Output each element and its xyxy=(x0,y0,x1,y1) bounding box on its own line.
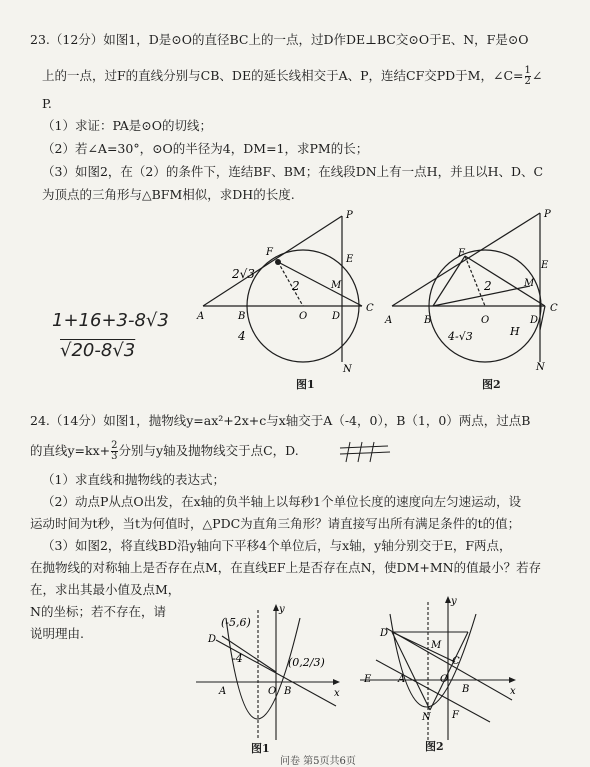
fig1-label-B: B xyxy=(238,311,246,322)
q23-sub3: （3）如图2，在（2）的条件下，连结BF、BM；在线段DN上有一点H，并且以H、D、C xyxy=(42,164,544,179)
q24f2-label-C: C xyxy=(452,656,460,667)
fig2-hand-2: 2 xyxy=(484,279,492,293)
q24-line2-rest: 分别与y轴及抛物线交于点C，D. xyxy=(118,443,299,458)
fig1-label-A: A xyxy=(197,311,205,322)
fig1-label-N: N xyxy=(343,364,352,375)
q24f1-label-B: B xyxy=(284,686,292,697)
q24-sub3b: 在抛物线的对称轴上是否存在点M，在直线EF上是否存在点N，使DM+MN的值最小？若存 xyxy=(30,560,542,575)
q23-line2-text: 上的一点，过F的直线分别与CB、DE的延长线相交于A、P，连结CF交PD于M，∠C= xyxy=(42,68,524,83)
fig2-label-A: A xyxy=(385,315,393,326)
q24-sub3e: 说明理由. xyxy=(30,626,84,641)
q24f1-hand-d-coord: (-5,6) xyxy=(221,616,251,629)
q24-frac-num: 2 xyxy=(111,440,118,451)
q24f2-label-A: A xyxy=(398,674,406,685)
fig1-hand-4: 4 xyxy=(238,329,246,343)
q24f2-label-E: E xyxy=(364,674,372,685)
fig2-label-M: M xyxy=(524,278,535,289)
fig2-label-P: P xyxy=(544,209,551,220)
q24f2-label-M: M xyxy=(431,640,442,651)
fig1-label-P: P xyxy=(346,210,353,221)
q23-fig2-caption: 图2 xyxy=(482,378,501,391)
q24-sub3: （3）如图2，将直线BD沿y轴向下平移4个单位后，与x轴，y轴分别交于E，F两点， xyxy=(42,538,512,553)
fig1-label-F: F xyxy=(266,247,273,258)
q23-frac-num: 1 xyxy=(524,65,531,76)
fig2-label-D: D xyxy=(530,315,539,326)
q24f2-label-D: D xyxy=(380,628,389,639)
q24-sub3c: 在，求出其最小值及点M， xyxy=(30,582,181,597)
fig1-label-D: D xyxy=(332,311,341,322)
q23-sub3b: 为顶点的三角形与△BFM相似，求DH的长度. xyxy=(42,187,295,202)
q24-line2-text: 的直线y=kx+ xyxy=(30,443,111,458)
fig1-hand-2root3: 2√3 xyxy=(232,267,255,281)
q24-sub2b: 运动时间为t秒，当t为何值时，△PDC为直角三角形？请直接写出所有满足条件的t的值； xyxy=(30,516,521,531)
q24f2-label-N: N xyxy=(422,712,431,723)
fig2-label-B: B xyxy=(424,315,432,326)
q24f2-label-B: B xyxy=(462,684,470,695)
q23-sub1: （1）求证：PA是⊙O的切线； xyxy=(42,118,212,133)
fig2-label-N: N xyxy=(536,362,545,373)
fig1-hand-2: 2 xyxy=(292,279,300,293)
q24-frac-den: 3 xyxy=(111,451,118,462)
q24f1-hand-minus4: -4 xyxy=(232,652,243,665)
q24-sub3d: N的坐标；若不存在，请 xyxy=(30,604,166,619)
fig2-label-F: F xyxy=(458,248,465,259)
q24f1-label-x: x xyxy=(334,688,340,699)
fig2-label-C: C xyxy=(550,303,558,314)
q24-sub1: （1）求直线和抛物线的表达式； xyxy=(42,472,225,487)
fig2-hand-4root3: 4-√3 xyxy=(448,330,473,343)
fig1-label-E: E xyxy=(346,254,354,265)
q23-fig1-caption: 图1 xyxy=(296,378,315,391)
q24f1-label-y: y xyxy=(279,604,285,615)
q24-line1: 24.（14分）如图1，抛物线y=ax²+2x+c与x轴交于A（-4，0），B（1，0）两点，过点B xyxy=(30,413,531,428)
q24f1-label-O: O xyxy=(268,686,277,697)
q24f1-hand-c-coord: (0,2/3) xyxy=(288,656,325,669)
fig1-label-O: O xyxy=(299,311,308,322)
q23-line1: 23.（12分）如图1，D是⊙O的直径BC上的一点，过D作DE⊥BC交⊙O于E、N，F是⊙O xyxy=(30,32,529,47)
q24-fig1-caption: 图1 xyxy=(251,742,270,755)
q24f2-label-O: O xyxy=(440,674,449,685)
fig1-label-M: M xyxy=(331,280,342,291)
q24f1-label-D: D xyxy=(208,634,217,645)
q24f2-label-F: F xyxy=(452,710,459,721)
hand-calc-1: 1+16+3-8√3 xyxy=(52,310,169,331)
q24f1-label-A: A xyxy=(219,686,227,697)
page-footer: 问卷 第5页共6页 xyxy=(280,756,356,767)
q24-fig2-caption: 图2 xyxy=(425,740,444,753)
q24f2-label-x: x xyxy=(510,686,516,697)
fig1-label-C: C xyxy=(366,303,374,314)
fig2-label-O: O xyxy=(481,315,490,326)
fig2-label-E: E xyxy=(541,260,549,271)
fig2-hand-H: H xyxy=(510,325,520,338)
q23-sub2: （2）若∠A=30°，⊙O的半径为4，DM=1，求PM的长； xyxy=(42,141,369,156)
q23-line2-angle: ∠ xyxy=(531,68,543,83)
q24-sub2: （2）动点P从点O出发，在x轴的负半轴上以每秒1个单位长度的速度向左匀速运动，设 xyxy=(42,494,522,509)
q23-line3: P. xyxy=(42,96,52,111)
hand-calc-2: √20-8√3 xyxy=(60,340,136,361)
q23-frac-den: 2 xyxy=(524,76,531,87)
q24f2-label-y: y xyxy=(451,596,457,607)
